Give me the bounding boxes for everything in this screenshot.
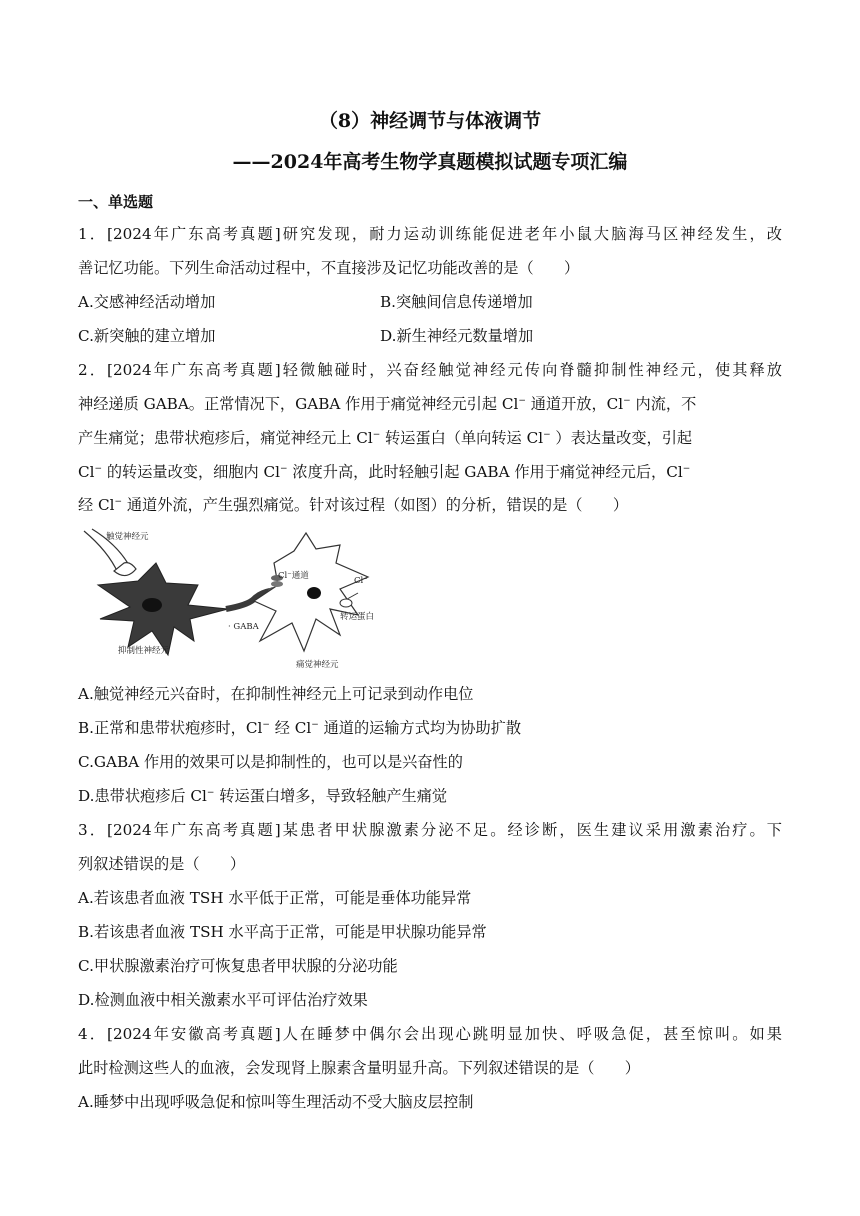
q1-stem-line-2: 善记忆功能。下列生命活动过程中，不直接涉及记忆功能改善的是（ ）	[78, 259, 580, 277]
q3-option-d: D.检测血液中相关激素水平可评估治疗效果	[78, 991, 368, 1009]
q2-option-c: C.GABA 作用的效果可以是抑制性的，也可以是兴奋性的	[78, 753, 463, 771]
pain-neuron-nucleus	[307, 587, 321, 599]
q1-stem-line-1: 1．[2024年广东高考真题]研究发现，耐力运动训练能促进老年小鼠大脑海马区神经发生，改	[78, 225, 782, 243]
q2-stem-line-1: 2．[2024年广东高考真题]轻微触碰时，兴奋经触觉神经元传向脊髓抑制性神经元，使其释放	[78, 361, 782, 379]
q2-option-b: B.正常和患带状疱疹时，Cl− 经 Cl− 通道的运输方式均为协助扩散	[78, 719, 522, 737]
inhibitory-neuron-nucleus	[142, 598, 162, 612]
document-title: （8）神经调节与体液调节	[318, 110, 542, 132]
document-subtitle: ——2024年高考生物学真题模拟试题专项汇编	[232, 151, 628, 173]
q3-option-c: C.甲状腺激素治疗可恢复患者甲状腺的分泌功能	[78, 957, 398, 975]
q3-stem-line-2: 列叙述错误的是（ ）	[78, 855, 246, 873]
q3-option-b: B.若该患者血液 TSH 水平高于正常，可能是甲状腺功能异常	[78, 923, 487, 941]
q1-option-b: B.突触间信息传递增加	[380, 293, 533, 311]
q1-option-a: A.交感神经活动增加	[78, 293, 216, 311]
label-cl: Cl⁻	[354, 576, 368, 586]
q4-stem-line-1: 4．[2024年安徽高考真题]人在睡梦中偶尔会出现心跳明显加快、呼吸急促，甚至惊叫。如果	[78, 1025, 782, 1043]
section-heading: 一、单选题	[78, 193, 154, 211]
inhibitory-neuron-body	[98, 563, 228, 655]
q2-stem-line-4: Cl− 的转运量改变，细胞内 Cl− 浓度升高，此时轻触引起 GABA 作用于痛觉神经元后，Cl−	[78, 463, 691, 481]
label-pain-neuron: 痛觉神经元	[296, 660, 339, 670]
q2-stem-line-5: 经 Cl− 通道外流，产生强烈痛觉。针对该过程（如图）的分析，错误的是（ ）	[78, 496, 629, 514]
q4-stem-line-2: 此时检测这些人的血液，会发现肾上腺素含量明显升高。下列叙述错误的是（ ）	[78, 1059, 640, 1077]
label-transporter: 转运蛋白	[340, 612, 375, 622]
neuron-diagram	[78, 523, 390, 673]
q1-option-d: D.新生神经元数量增加	[380, 327, 534, 345]
q2-stem-line-3: 产生痛觉；患带状疱疹后，痛觉神经元上 Cl− 转运蛋白（单向转运 Cl− ）表达量改变，引起	[78, 429, 693, 447]
q3-stem-line-1: 3．[2024年广东高考真题]某患者甲状腺激素分泌不足。经诊断，医生建议采用激素治疗。下	[78, 821, 782, 839]
cl-channel-shape-2	[271, 581, 283, 587]
touch-neuron-terminal	[114, 563, 136, 576]
transporter-shape	[340, 599, 352, 607]
q1-option-c: C.新突触的建立增加	[78, 327, 216, 345]
q2-stem-line-2: 神经递质 GABA。正常情况下，GABA 作用于痛觉神经元引起 Cl− 通道开放，Cl− 内流，不	[78, 395, 697, 413]
q3-option-a: A.若该患者血液 TSH 水平低于正常，可能是垂体功能异常	[78, 889, 472, 907]
label-touch-neuron: 触觉神经元	[106, 532, 149, 542]
label-gaba: · GABA	[228, 622, 259, 632]
label-inhibitory-neuron: 抑制性神经元	[118, 646, 170, 656]
label-cl-channel: Cl⁻通道	[278, 571, 309, 581]
q2-option-a: A.触觉神经元兴奋时，在抑制性神经元上可记录到动作电位	[78, 685, 474, 703]
q2-option-d: D.患带状疱疹后 Cl− 转运蛋白增多，导致轻触产生痛觉	[78, 787, 448, 805]
q4-option-a: A.睡梦中出现呼吸急促和惊叫等生理活动不受大脑皮层控制	[78, 1093, 474, 1111]
